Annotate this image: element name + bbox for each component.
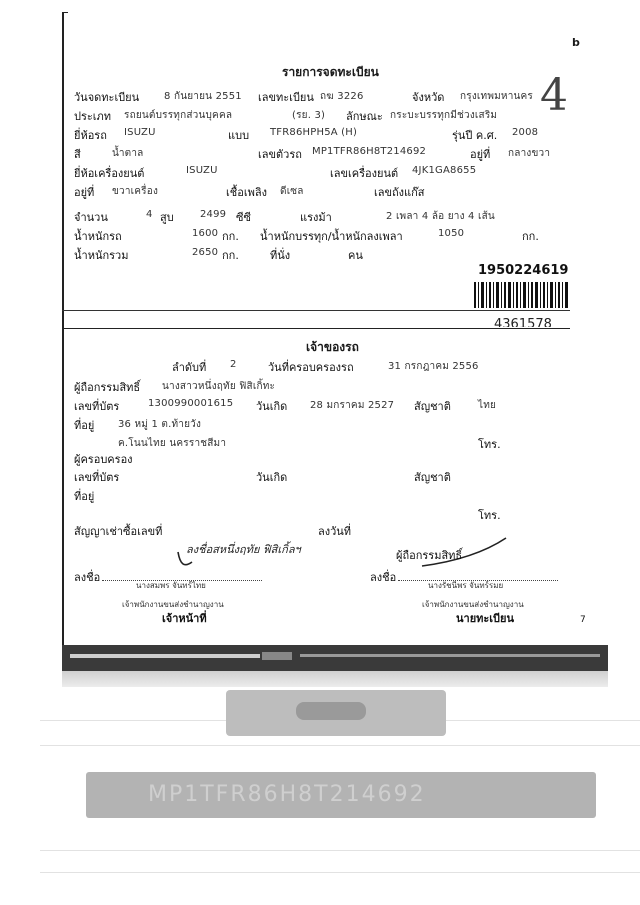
- owned-label: วันที่ครอบครองรถ: [268, 361, 354, 374]
- addr-line-2: ค.โนนไทย นครราชสีมา: [118, 438, 227, 449]
- model-value: TFR86HPH5A (H): [270, 127, 358, 138]
- province-value: กรุงเทพมหานคร: [460, 91, 534, 102]
- scan-highlight-3: [300, 654, 600, 657]
- engine-brand-label: ยี่ห้อเครื่องยนต์: [74, 167, 145, 180]
- sign-label-left: ลงชื่อ: [74, 571, 101, 584]
- left-border: [62, 12, 64, 652]
- brand-value: ISUZU: [124, 127, 156, 138]
- id-value: 1300990001615: [148, 398, 234, 409]
- sign-label-right: ลงชื่อ: [370, 571, 397, 584]
- role-right: นายทะเบียน: [456, 612, 515, 625]
- addr-line-1: 36 หมู่ 1 ต.ท้ายวัง: [118, 419, 202, 430]
- role-left: เจ้าหน้าที่: [162, 612, 207, 625]
- sign-name-left: นางสมพร จันทร์ไทย: [136, 581, 206, 590]
- year-value: 2008: [512, 127, 539, 138]
- kg-unit-3: กก.: [222, 249, 239, 262]
- type-label: ประเภท: [74, 110, 112, 123]
- fuel-value: ดีเซล: [280, 186, 304, 197]
- addr-label: ที่อยู่: [74, 419, 95, 432]
- kg-unit-1: กก.: [222, 230, 239, 243]
- tape-chassis-number: MP1TFR86H8T214692: [148, 782, 426, 807]
- axle-value: 2 เพลา 4 ล้อ ยาง 4 เส้น: [386, 211, 495, 222]
- faint-rule-4: [40, 872, 640, 873]
- engine-no-label: เลขเครื่องยนต์: [330, 167, 399, 180]
- scan-dark-band: [62, 645, 608, 671]
- contract-date-label: ลงวันที่: [318, 525, 352, 538]
- engine-pos-label: อยู่ที่: [74, 186, 95, 199]
- cut-line: [62, 328, 570, 329]
- date-value: 8 กันยายน 2551: [164, 91, 242, 102]
- chassis-label: เลขตัวรถ: [258, 148, 302, 161]
- barcode-graphic: [474, 282, 570, 308]
- top-corner: [62, 12, 68, 13]
- tank-label: เลขถังแก๊ส: [374, 186, 425, 199]
- tape-strip-large: [86, 772, 596, 818]
- addr2-label: ที่อยู่: [74, 490, 95, 503]
- dob-value: 28 มกราคม 2527: [310, 400, 395, 411]
- engine-brand-value: ISUZU: [186, 165, 218, 176]
- owner-label: ผู้ถือกรรมสิทธิ์: [74, 381, 141, 394]
- dob-label: วันเกิด: [256, 400, 288, 413]
- character-label: ลักษณะ: [346, 110, 383, 123]
- cyl-label: จำนวน: [74, 211, 108, 224]
- order-value: 2: [230, 359, 237, 370]
- engine-pos-value: ขวาเครื่อง: [112, 186, 159, 197]
- owned-value: 31 กรกฎาคม 2556: [388, 361, 479, 372]
- dob2-label: วันเกิด: [256, 471, 288, 484]
- year-label: รุ่นปี ค.ศ.: [452, 129, 498, 142]
- total-label: น้ำหนักรวม: [74, 249, 129, 262]
- nat2-label: สัญชาติ: [414, 471, 451, 484]
- corner-mark: b: [572, 36, 580, 49]
- chassis-pos-value: กลางขวา: [508, 148, 551, 159]
- seat-label: ที่นั่ง: [270, 249, 291, 262]
- color-label: สี: [74, 148, 81, 161]
- regno-value: ถฆ 3226: [320, 91, 364, 102]
- type-value: รถยนต์บรรทุกส่วนบุคคล: [124, 110, 233, 121]
- load-value: 1050: [438, 228, 465, 239]
- weight-label: น้ำหนักรถ: [74, 230, 122, 243]
- signature-text: ลงชื่อสหนึ่งฤทัย ฟิสิเกิ้ลฯ: [186, 543, 301, 556]
- signature-role: ผู้ถือกรรมสิทธิ์: [396, 549, 463, 562]
- chassis-value: MP1TFR86H8T214692: [312, 146, 427, 157]
- handwritten-number: 4: [540, 70, 568, 121]
- faint-rule-2: [40, 745, 640, 746]
- tape-patch-mark: [296, 702, 366, 720]
- seat-unit: คน: [348, 249, 363, 262]
- cyl-value: 4: [146, 209, 153, 220]
- province-label: จังหวัด: [412, 91, 445, 104]
- cut-serial-number: 4361578: [494, 318, 552, 327]
- id-label: เลขที่บัตร: [74, 400, 120, 413]
- sign-title-right: เจ้าพนักงานขนส่งชำนาญงาน: [422, 600, 524, 609]
- nat-label: สัญชาติ: [414, 400, 451, 413]
- rs-code: (รย. 3): [292, 110, 326, 121]
- color-value: น้ำตาล: [112, 148, 144, 159]
- contract-label: สัญญาเช่าซื้อเลขที่: [74, 525, 163, 538]
- chassis-pos-label: อยู่ที่: [470, 148, 491, 161]
- cc-value: 2499: [200, 209, 227, 220]
- scan-highlight-1: [70, 654, 260, 658]
- hp-label: แรงม้า: [300, 211, 332, 224]
- tel2-label: โทร.: [478, 509, 501, 522]
- regno-label: เลขทะเบียน: [258, 91, 314, 104]
- id2-label: เลขที่บัตร: [74, 471, 120, 484]
- bottom-border-registration: [62, 310, 570, 311]
- character-value: กระบะบรรทุกมีช่วงเสริม: [390, 110, 498, 121]
- tel-label: โทร.: [478, 438, 501, 451]
- page-number: 7: [580, 615, 586, 625]
- sign-name-right: นางรัชนีพร จันทร์รมย: [428, 581, 504, 590]
- brand-label: ยี่ห้อรถ: [74, 129, 107, 142]
- tape-patch-small: [226, 690, 446, 736]
- cyl-unit: สูบ: [160, 211, 174, 224]
- scan-gradient-band: [62, 671, 608, 687]
- scan-highlight-2: [262, 652, 292, 660]
- fuel-label: เชื้อเพลิง: [226, 186, 267, 199]
- owner-title: เจ้าของรถ: [306, 340, 359, 354]
- model-label: แบบ: [228, 129, 250, 142]
- cc-unit: ซีซี: [236, 211, 251, 224]
- kg-unit-2: กก.: [522, 230, 539, 243]
- total-value: 2650: [192, 247, 219, 258]
- nat-value: ไทย: [478, 400, 497, 411]
- faint-rule-3: [40, 850, 640, 851]
- registration-title: รายการจดทะเบียน: [282, 65, 379, 79]
- weight-value: 1600: [192, 228, 219, 239]
- sign-title-left: เจ้าพนักงานขนส่งชำนาญงาน: [122, 600, 224, 609]
- barcode-number: 1950224619: [478, 263, 569, 278]
- possessor-label: ผู้ครอบครอง: [74, 453, 133, 466]
- engine-no-value: 4JK1GA8655: [412, 165, 477, 176]
- order-label: ลำดับที่: [172, 361, 207, 374]
- owner-value: นางสาวหนึ่งฤทัย ฟิสิเกิ้ทะ: [162, 381, 276, 392]
- date-label: วันจดทะเบียน: [74, 91, 140, 104]
- load-label: น้ำหนักบรรทุก/น้ำหนักลงเพลา: [260, 230, 403, 243]
